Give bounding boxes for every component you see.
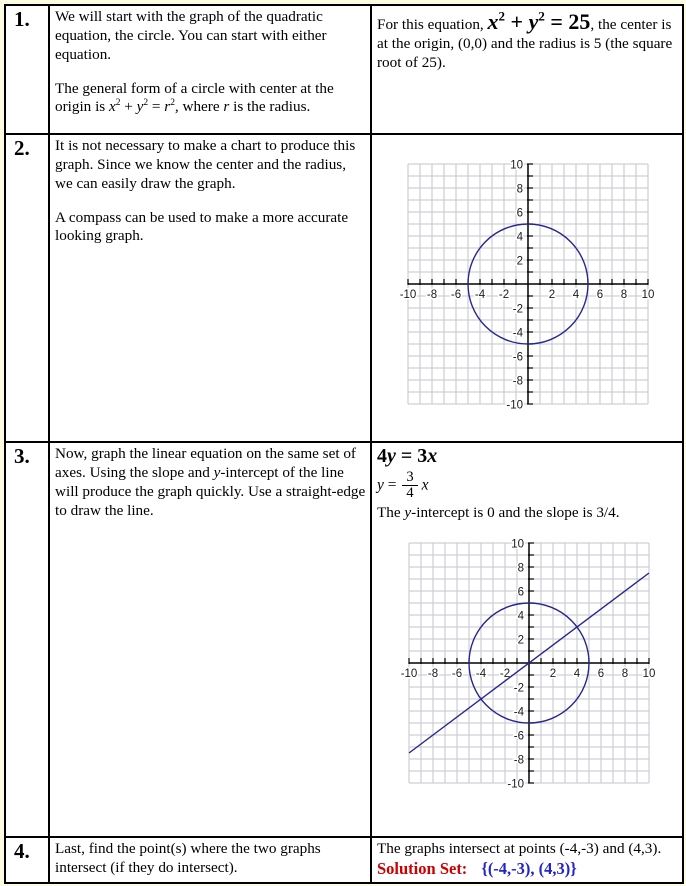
math-x: x — [421, 476, 429, 494]
svg-text:-4: -4 — [512, 327, 523, 340]
math-y: y — [213, 463, 221, 481]
fraction-numerator: 3 — [402, 470, 417, 486]
svg-text:4: 4 — [516, 231, 523, 244]
svg-text:-6: -6 — [513, 730, 524, 743]
svg-text:-6: -6 — [451, 668, 462, 681]
step4-paragraph: Last, find the point(s) where the two graphs intersect (if they do intersect). — [55, 840, 321, 876]
math-exponent: 2 — [538, 8, 545, 24]
math-exponent: 2 — [170, 98, 175, 109]
svg-text:6: 6 — [516, 207, 523, 220]
step2-instructions-cell — [49, 134, 371, 442]
text-fragment: The general form of a circle with center at the origin is — [55, 79, 334, 116]
equation-y-three-fourths-x — [377, 470, 678, 501]
text-fragment: , where — [174, 98, 224, 116]
step1-explanation-cell — [371, 5, 683, 134]
step-number-label: 4. — [14, 839, 30, 863]
svg-text:-8: -8 — [427, 668, 438, 681]
step2-paragraph-1: It is not necessary to make a chart to produce this graph. Since we know the center and the radius, we can easily draw the graph. — [55, 137, 356, 192]
math-y: y — [377, 476, 384, 494]
svg-text:10: 10 — [641, 289, 655, 302]
step3-paragraph-1 — [55, 445, 366, 520]
math-exponent: 2 — [143, 98, 149, 109]
math-y: y — [528, 9, 539, 34]
text-fragment: The — [377, 504, 405, 522]
step1-paragraph-1: We will start with the graph of the quadratic equation, the circle. You can start with either equation. — [55, 8, 327, 63]
math-equals-3: = 3 — [395, 445, 428, 467]
svg-text:8: 8 — [620, 289, 628, 302]
text-fragment: -intercept of the line will produce the graph quickly. Use a straight-edge to draw the line. — [55, 463, 366, 519]
table-row-step-1 — [5, 5, 683, 134]
step3-instructions-cell — [49, 442, 371, 837]
svg-text:10: 10 — [510, 159, 523, 172]
intersection-statement: The graphs intersect at points (-4,-3) and (4,3). — [377, 840, 662, 857]
svg-text:-4: -4 — [474, 289, 486, 302]
solution-set-label: Solution Set: — [377, 858, 468, 878]
equation-4y-3x — [377, 445, 678, 467]
slope-intercept-note — [377, 504, 678, 523]
svg-text:2: 2 — [549, 668, 556, 681]
equation-circle-general — [109, 98, 175, 115]
lesson-steps-table — [4, 4, 684, 884]
svg-text:8: 8 — [516, 183, 523, 196]
svg-text:-10: -10 — [399, 289, 417, 302]
step4-answer-cell — [371, 837, 683, 883]
table-row-step-3 — [5, 442, 683, 837]
svg-text:-2: -2 — [499, 668, 510, 681]
svg-text:-8: -8 — [513, 754, 524, 767]
svg-text:10: 10 — [642, 668, 655, 681]
svg-text:6: 6 — [517, 586, 524, 599]
math-y: y — [387, 445, 396, 467]
math-equals-25: = 25 — [544, 9, 591, 34]
equation-circle-25 — [488, 9, 591, 34]
svg-text:-10: -10 — [506, 778, 524, 791]
step-number-label: 3. — [14, 444, 30, 468]
math-r: r — [223, 98, 230, 116]
text-fragment: is the radius. — [229, 98, 311, 116]
svg-text:-4: -4 — [475, 668, 486, 681]
step4-instructions-cell — [49, 837, 371, 883]
step2-paragraph-2: A compass can be used to make a more accurate looking graph. — [55, 208, 349, 245]
svg-text:2: 2 — [516, 255, 523, 268]
svg-text:4: 4 — [572, 289, 580, 302]
svg-text:-8: -8 — [512, 375, 523, 388]
svg-text:-6: -6 — [512, 351, 523, 364]
text-fragment: Now, graph the linear equation on the same set of axes. Using the slope and — [55, 445, 356, 481]
text-fragment: , the center is at the origin, (0,0) and the radius is 5 (the square root of 25). — [377, 16, 673, 72]
math-x: x — [487, 9, 499, 34]
math-r: r — [164, 98, 171, 116]
math-plus: + — [120, 98, 137, 116]
svg-text:2: 2 — [548, 289, 556, 302]
step2-graph-cell — [371, 134, 683, 442]
text-fragment: -intercept is 0 and the slope is 3/4. — [411, 504, 620, 522]
svg-text:10: 10 — [510, 538, 524, 551]
math-y: y — [136, 98, 144, 116]
solution-set-line — [377, 860, 678, 878]
svg-text:4: 4 — [573, 668, 580, 681]
step1-instructions-cell — [49, 5, 371, 134]
math-equals: = — [148, 98, 165, 116]
math-x: x — [109, 98, 116, 116]
step1-explanation — [377, 8, 678, 73]
math-exponent: 2 — [498, 8, 506, 24]
svg-text:-10: -10 — [506, 399, 523, 412]
math-equals: = — [383, 476, 401, 494]
math-plus: + — [505, 9, 529, 34]
circle-and-line-graph — [389, 529, 667, 799]
text-fragment: For this equation, — [377, 16, 488, 33]
svg-text:2: 2 — [517, 634, 524, 647]
svg-text:-6: -6 — [450, 289, 462, 302]
svg-text:-4: -4 — [513, 706, 524, 719]
step1-paragraph-2 — [55, 80, 366, 118]
fraction-denominator: 4 — [406, 485, 414, 502]
svg-text:-10: -10 — [400, 668, 417, 681]
circle-graph — [388, 150, 666, 420]
step-number-label: 1. — [14, 7, 30, 31]
step-number-4 — [5, 837, 49, 883]
svg-text:-2: -2 — [513, 682, 524, 695]
svg-text:4: 4 — [517, 610, 524, 623]
step-number-3 — [5, 442, 49, 837]
svg-text:6: 6 — [596, 289, 604, 302]
graph-container — [377, 529, 678, 805]
svg-text:-2: -2 — [512, 303, 523, 316]
svg-text:8: 8 — [517, 562, 524, 575]
svg-text:-8: -8 — [426, 289, 438, 302]
svg-text:8: 8 — [621, 668, 628, 681]
math-y: y — [404, 504, 412, 522]
step-number-2 — [5, 134, 49, 442]
math-coefficient: 4 — [377, 445, 387, 467]
math-x: x — [427, 445, 438, 467]
table-row-step-4 — [5, 837, 683, 883]
math-exponent: 2 — [115, 98, 121, 109]
fraction-three-fourths — [402, 470, 417, 501]
step-number-label: 2. — [14, 136, 30, 160]
step3-work-cell — [371, 442, 683, 837]
step-number-1 — [5, 5, 49, 134]
svg-text:6: 6 — [597, 668, 604, 681]
solution-set-value: {(-4,-3), (4,3)} — [481, 858, 577, 878]
svg-text:-2: -2 — [498, 289, 510, 302]
table-row-step-2 — [5, 134, 683, 442]
